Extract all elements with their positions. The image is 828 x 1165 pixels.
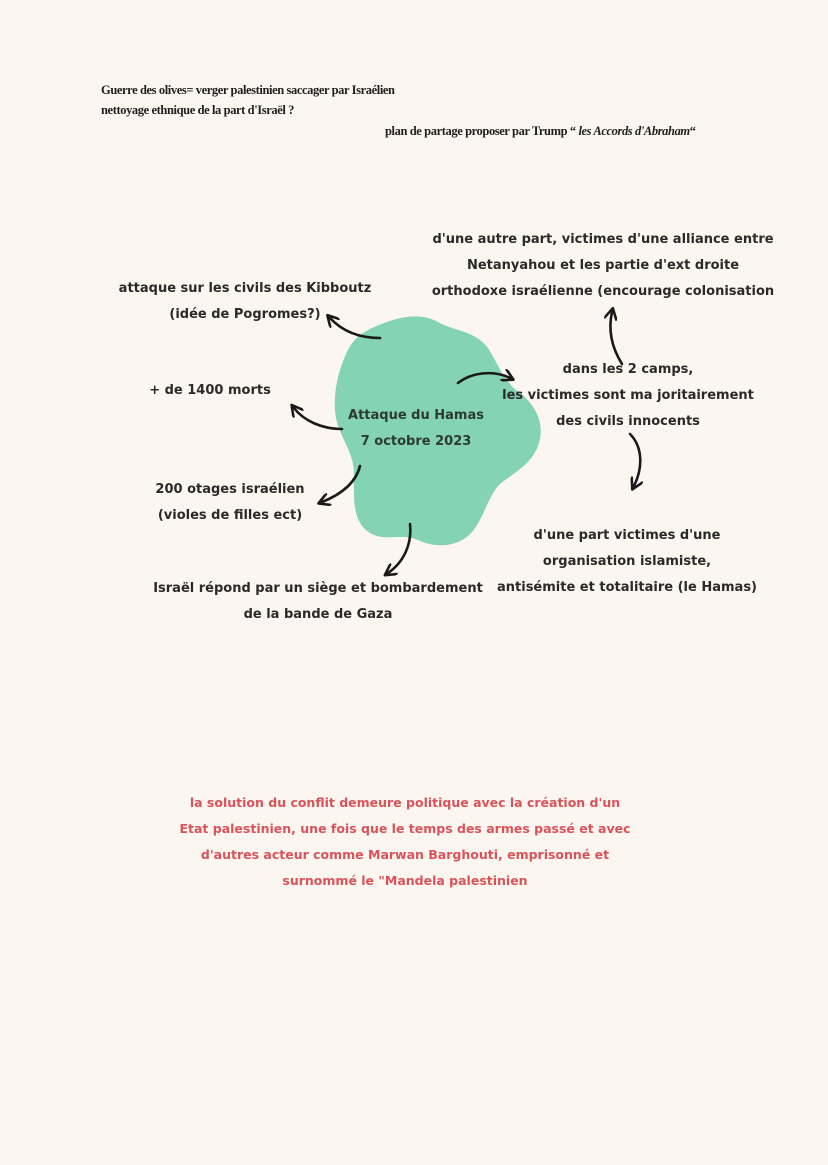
branch-alliance <box>428 227 778 305</box>
branch-alliance-line-1: d'une autre part, victimes d'une alliance entre <box>432 232 774 247</box>
solution-line-2: Etat palestinien, une fois que le temps des armes passé et avec <box>179 821 631 836</box>
branch-kibboutz-line-1: attaque sur les civils des Kibboutz <box>118 281 372 296</box>
branch-israel-response-line-2: de la bande de Gaza <box>243 607 393 622</box>
branch-hamas-victims-line-2: organisation islamiste, <box>542 554 712 569</box>
branch-kibboutz-line-2: (idée de Pogromes?) <box>169 307 321 322</box>
branch-deaths <box>140 378 280 404</box>
branch-hamas-victims <box>494 523 760 601</box>
branch-camps <box>498 357 758 435</box>
branch-hamas-victims-line-3: antisémite et totalitaire (le Hamas) <box>497 580 757 595</box>
branch-camps-line-1: dans les 2 camps, <box>562 362 694 377</box>
arrow-to-hamas-victims <box>630 434 640 486</box>
branch-camps-line-3: des civils innocents <box>556 414 700 429</box>
header-line-2: nettoyage ethnique de la part d'Israël ? <box>101 103 295 117</box>
branch-israel-response-line-1: Israël répond par un siège et bombardement <box>153 581 483 596</box>
solution-line-1: la solution du conflit demeure politique avec la création d'un <box>189 795 621 810</box>
branch-kibboutz <box>110 276 380 328</box>
center-topic <box>336 403 496 455</box>
branch-alliance-line-2: Netanyahou et les partie d'ext droite <box>466 258 740 273</box>
branch-hamas-victims-line-1: d'une part victimes d'une <box>533 528 721 543</box>
branch-hostages-line-1: 200 otages israélien <box>155 482 305 497</box>
solution-line-3: d'autres acteur comme Marwan Barghouti, emprisonné et <box>200 847 610 862</box>
header-line-1: Guerre des olives= verger palestinien saccager par Israélien <box>101 83 395 97</box>
branch-deaths-line-1: + de 1400 morts <box>149 383 271 398</box>
solution-line-4: surnommé le "Mandela palestinien <box>282 873 528 888</box>
branch-israel-response <box>148 576 488 628</box>
trump-plan-italic: les Accords d'Abraham <box>575 124 690 138</box>
trump-plan-suffix: “ <box>689 124 696 138</box>
arrow-to-deaths <box>294 408 342 429</box>
branch-alliance-line-3: orthodoxe israélienne (encourage colonisation <box>431 284 775 299</box>
trump-plan-prefix: plan de partage proposer par Trump “ <box>385 124 576 138</box>
solution-paragraph <box>150 790 660 894</box>
branch-hostages-line-2: (violes de filles ect) <box>157 508 303 523</box>
branch-hostages <box>140 477 320 529</box>
branch-camps-line-2: les victimes sont ma joritairement <box>502 388 754 403</box>
center-topic-line-1: Attaque du Hamas <box>348 408 484 423</box>
center-topic-line-2: 7 octobre 2023 <box>360 434 472 449</box>
